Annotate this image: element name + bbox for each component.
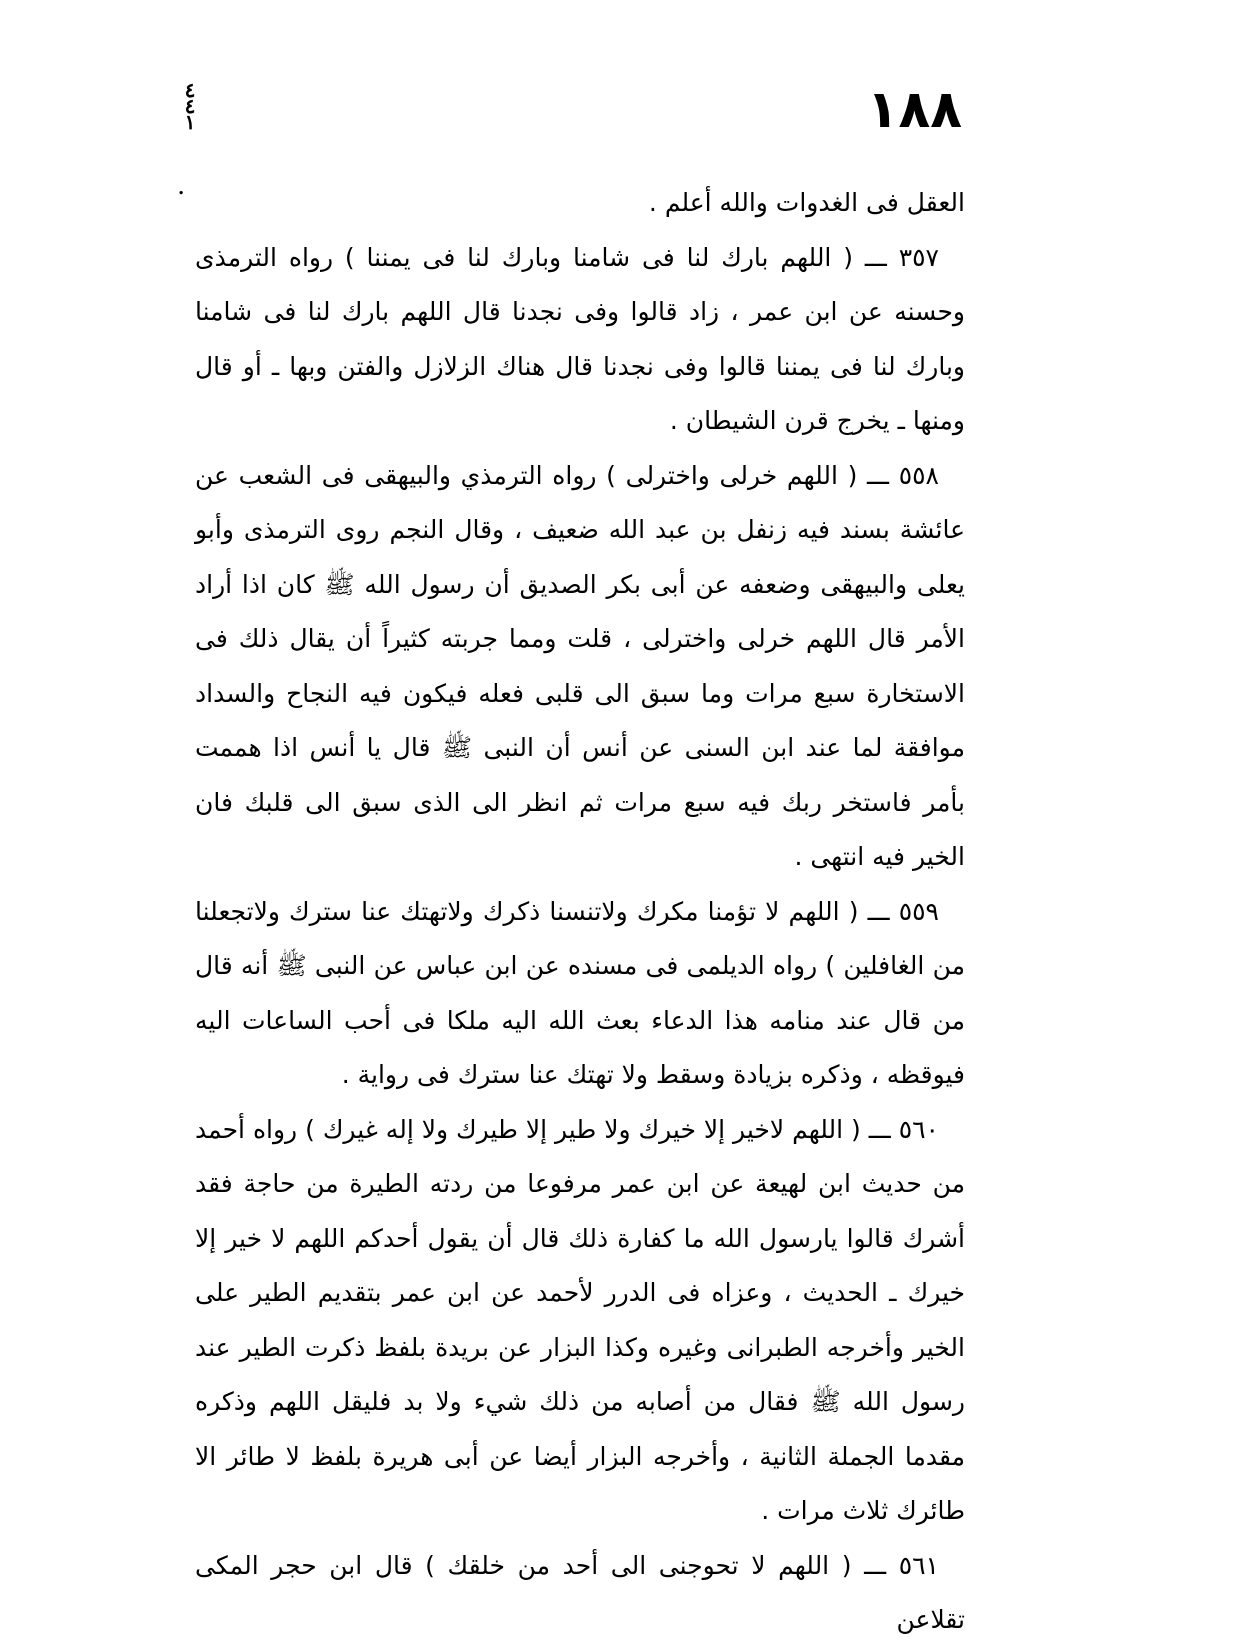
- paragraph-continuation: العقل فى الغدوات والله أعلم .: [648, 188, 965, 217]
- entry-560: ٥٦٠ ـــ ( اللهم لاخير إلا خيرك ولا طير إلا طيرك ولا إله غيرك ) رواه أحمد من حديث ابن لهيعة عن ابن عمر مرفوعا من ردته الطيرة من حاجة فقد أشرك قالوا يارسول الله ما كفارة ذلك قال أن يقول أحدكم اللهم لا خير إلا خيرك ـ الحديث ، وعزاه فى الدرر لأحمد عن ابن عمر بتقديم الطير على الخير وأخرجه الطبرانى وغيره وكذا البزار عن بريدة بلفظ ذكرت الطير عند رسول الله ﷺ فقال من أصابه من ذلك شيء ولا بد فليقل اللهم وذكره مقدما الجملة الثانية ، وأخرجه البزار أيضا عن أبى هريرة بلفظ لا طائر الا طائرك ثلاث مرات .: [195, 1114, 965, 1525]
- body-text: [195, 176, 965, 1648]
- entry-557: ٣٥٧ ـــ ( اللهم بارك لنا فى شامنا وبارك لنا فى يمننا ) رواه الترمذى وحسنه عن ابن عمر ، زاد قالوا وفى نجدنا قال اللهم بارك لنا فى شامنا وبارك لنا فى يمننا قالوا وفى نجدنا قال هناك الزلازل والفتن وبها ـ أو قال ومنها ـ يخرج قرن الشيطان .: [195, 242, 965, 435]
- margin-dot: .: [178, 178, 185, 199]
- margin-marks: ٤ ٤ ١: [184, 78, 196, 134]
- entry-558: ٥٥٨ ـــ ( اللهم خرلى واخترلى ) رواه الترمذي والبيهقى فى الشعب عن عائشة بسند فيه زنفل بن عبد الله ضعيف ، وقال النجم روى الترمذى وأبو يعلى والبيهقى وضعفه عن أبى بكر الصديق أن رسول الله ﷺ كان اذا أراد الأمر قال اللهم خرلى واخترلى ، قلت ومما جربته كثيراً أن يقال ذلك فى الاستخارة سبع مرات وما سبق الى قلبى فعله فيكون فيه النجاح والسداد موافقة لما عند ابن السنى عن أنس أن النبى ﷺ قال يا أنس اذا هممت بأمر فاستخر ربك فيه سبع مرات ثم انظر الى الذى سبق الى قلبك فان الخير فيه انتهى .: [195, 460, 965, 871]
- entry-561: ٥٦١ ـــ ( اللهم لا تحوجنى الى أحد من خلقك ) قال ابن حجر المكى تقلاعن: [195, 1550, 965, 1634]
- page-number: ١٨٨: [866, 80, 962, 140]
- entry-559: ٥٥٩ ـــ ( اللهم لا تؤمنا مكرك ولاتنسنا ذكرك ولاتهتك عنا سترك ولاتجعلنا من الغافلين ) رواه الديلمى فى مسنده عن ابن عباس عن النبى ﷺ أنه قال من قال عند منامه هذا الدعاء بعث الله اليه ملكا فى أحب الساعات اليه فيوقظه ، وذكره بزيادة وسقط ولا تهتك عنا سترك فى رواية .: [195, 896, 965, 1089]
